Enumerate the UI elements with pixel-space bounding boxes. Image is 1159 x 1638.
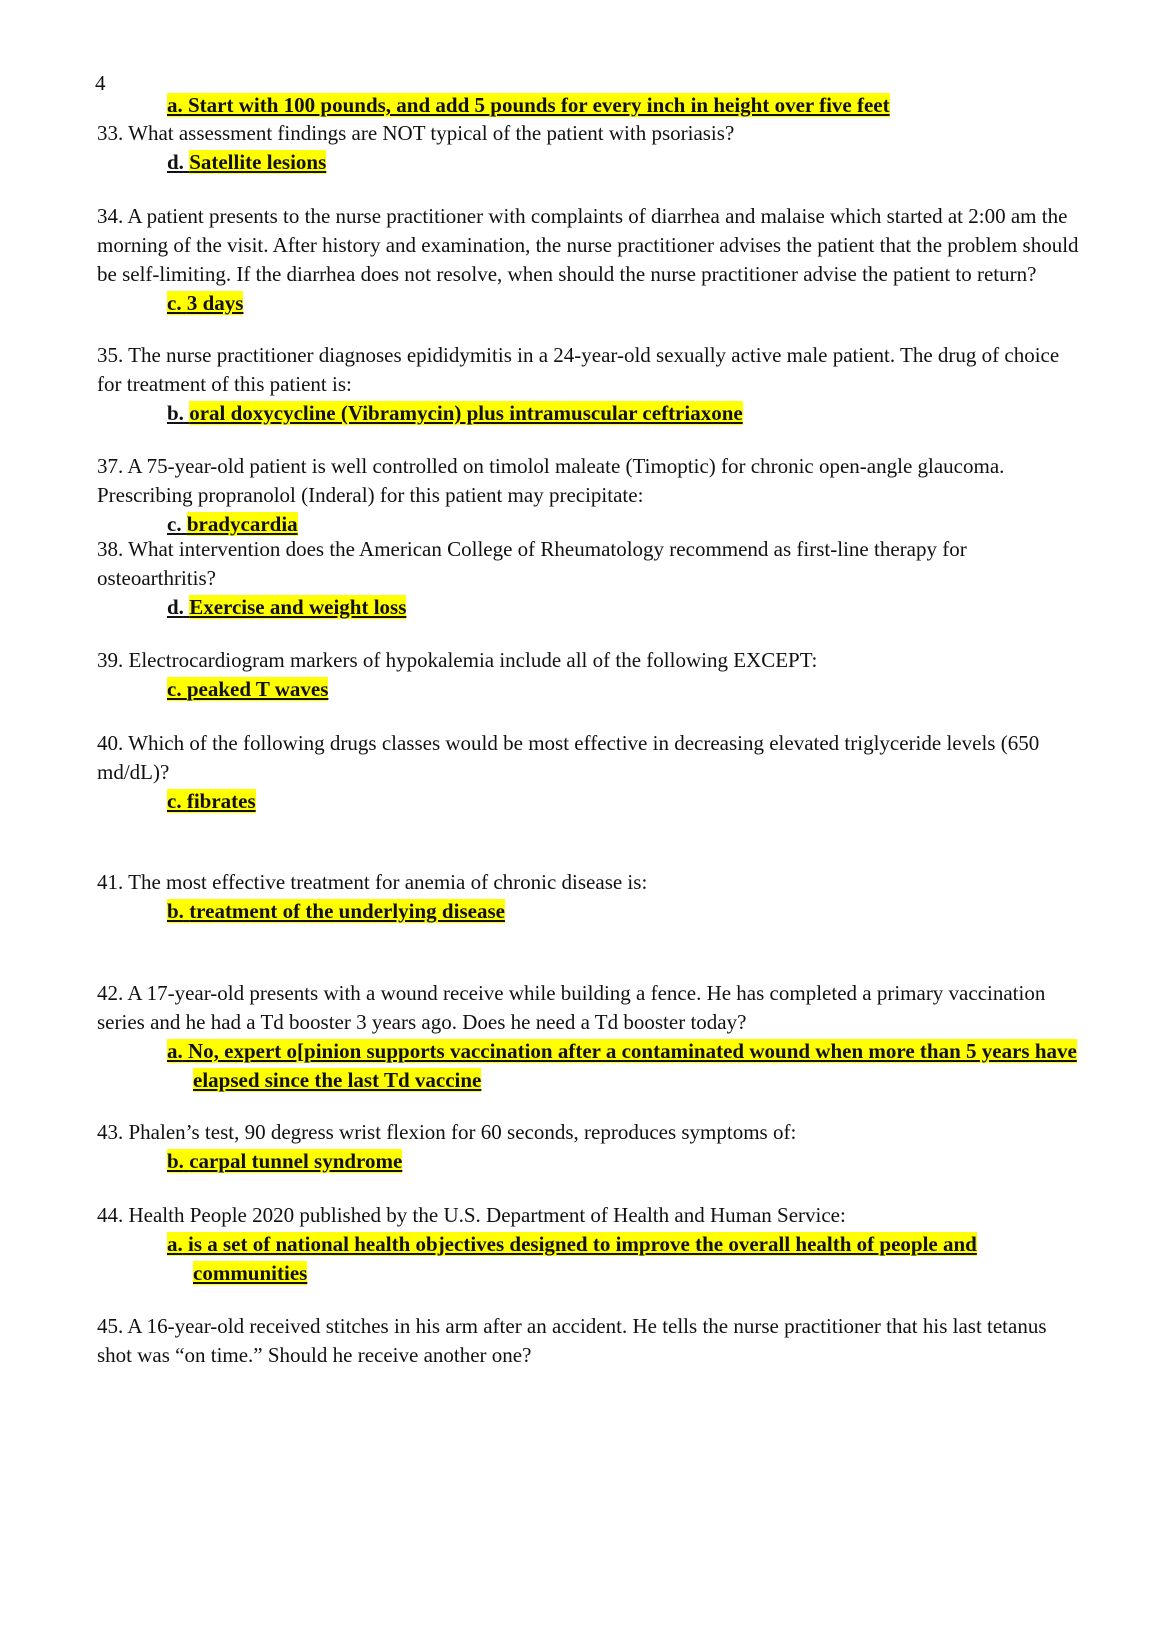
answer-text: Exercise and weight loss: [189, 595, 407, 619]
question-block-35: [97, 341, 1082, 428]
answer-text: c. 3 days: [167, 291, 244, 315]
question-block-44: [97, 1201, 1082, 1288]
question-text: 41. The most effective treatment for anemia of chronic disease is:: [97, 870, 648, 894]
question-block-43: [97, 1118, 1082, 1176]
answer-line: [97, 148, 1082, 177]
answer-letter: b.: [167, 899, 184, 923]
question-block-41: [97, 868, 1082, 926]
answer-line: [97, 593, 1082, 622]
answer-line: [97, 675, 1082, 704]
answer-line: [97, 1147, 1082, 1176]
question-text: 34. A patient presents to the nurse practitioner with complaints of diarrhea and malaise which started at 2:00 am the morning of the visit. After history and examination, the nurse practitioner advises the patient that the problem should be self-limiting. If the diarrhea does not resolve, when should the nurse practitioner advise the patient to return?: [97, 204, 1079, 286]
question-text: 45. A 16-year-old received stitches in his arm after an accident. He tells the nurse practitioner that his last tetanus shot was “on time.” Should he receive another one?: [97, 1314, 1047, 1367]
answer-letter: d.: [167, 150, 184, 174]
answer-text: b. treatment of the underlying disease: [167, 899, 505, 923]
answer-text: bradycardia: [186, 512, 298, 536]
question-block-33: [97, 119, 1082, 177]
answer-text: oral doxycycline (Vibramycin) plus intramuscular ceftriaxone: [189, 401, 743, 425]
page-number: 4: [95, 71, 106, 95]
question-text: 35. The nurse practitioner diagnoses epididymitis in a 24-year-old sexually active male patient. The drug of choice for treatment of this patient is:: [97, 343, 1060, 396]
answer-text: a. is a set of national health objectives designed to improve the overall health of people and communities: [167, 1232, 977, 1285]
answer-text: c. fibrates: [167, 789, 256, 813]
question-text: 38. What intervention does the American College of Rheumatology recommend as first-line therapy for osteoarthritis?: [97, 537, 967, 590]
answer-text: b. carpal tunnel syndrome: [167, 1149, 403, 1173]
answer-line: [97, 897, 1082, 926]
question-text: 40. Which of the following drugs classes would be most effective in decreasing elevated triglyceride levels (650 md/dL)?: [97, 731, 1040, 784]
answer-line: [97, 289, 1082, 318]
answer-letter: b.: [167, 1149, 184, 1173]
answer-letter: a.: [167, 1039, 183, 1063]
question-block-39: [97, 646, 1082, 704]
answer-line: [97, 787, 1082, 816]
answer-letter: a.: [167, 93, 183, 117]
question-text: 44. Health People 2020 published by the U.S. Department of Health and Human Service:: [97, 1203, 846, 1227]
answer-letter: c.: [167, 789, 182, 813]
answer-line: [97, 91, 1082, 120]
answer-text: c. peaked T waves: [167, 677, 329, 701]
question-text: 39. Electrocardiogram markers of hypokalemia include all of the following EXCEPT:: [97, 648, 818, 672]
question-block-34: [97, 202, 1082, 318]
question-text: 33. What assessment findings are NOT typical of the patient with psoriasis?: [97, 121, 735, 145]
answer-line: [97, 1037, 1082, 1095]
answer-letter: c.: [167, 677, 182, 701]
question-text: 42. A 17-year-old presents with a wound receive while building a fence. He has completed a primary vaccination series and he had a Td booster 3 years ago. Does he need a Td booster today?: [97, 981, 1046, 1034]
answer-letter: c.: [167, 291, 182, 315]
question-block-32: [97, 91, 1082, 120]
question-block-42: [97, 979, 1082, 1095]
answer-text: a. No, expert o[pinion supports vaccination after a contaminated wound when more than 5 years have elapsed since the last Td vaccine: [167, 1039, 1077, 1092]
answer-letter: a.: [167, 1232, 183, 1256]
answer-text: Satellite lesions: [189, 150, 327, 174]
question-block-38: [97, 535, 1082, 622]
answer-line: [97, 1230, 1082, 1288]
question-block-37: [97, 452, 1082, 539]
answer-line: [97, 399, 1082, 428]
answer-text: a. Start with 100 pounds, and add 5 pounds for every inch in height over five feet: [167, 93, 890, 117]
question-text: 37. A 75-year-old patient is well controlled on timolol maleate (Timoptic) for chronic open-angle glaucoma. Prescribing propranolol (Inderal) for this patient may precipitate:: [97, 454, 1005, 507]
answer-letter: d.: [167, 595, 184, 619]
question-text: 43. Phalen’s test, 90 degress wrist flexion for 60 seconds, reproduces symptoms of:: [97, 1120, 797, 1144]
answer-letter: c.: [167, 512, 182, 536]
question-block-45: [97, 1312, 1082, 1370]
answer-letter: b.: [167, 401, 184, 425]
question-block-40: [97, 729, 1082, 816]
